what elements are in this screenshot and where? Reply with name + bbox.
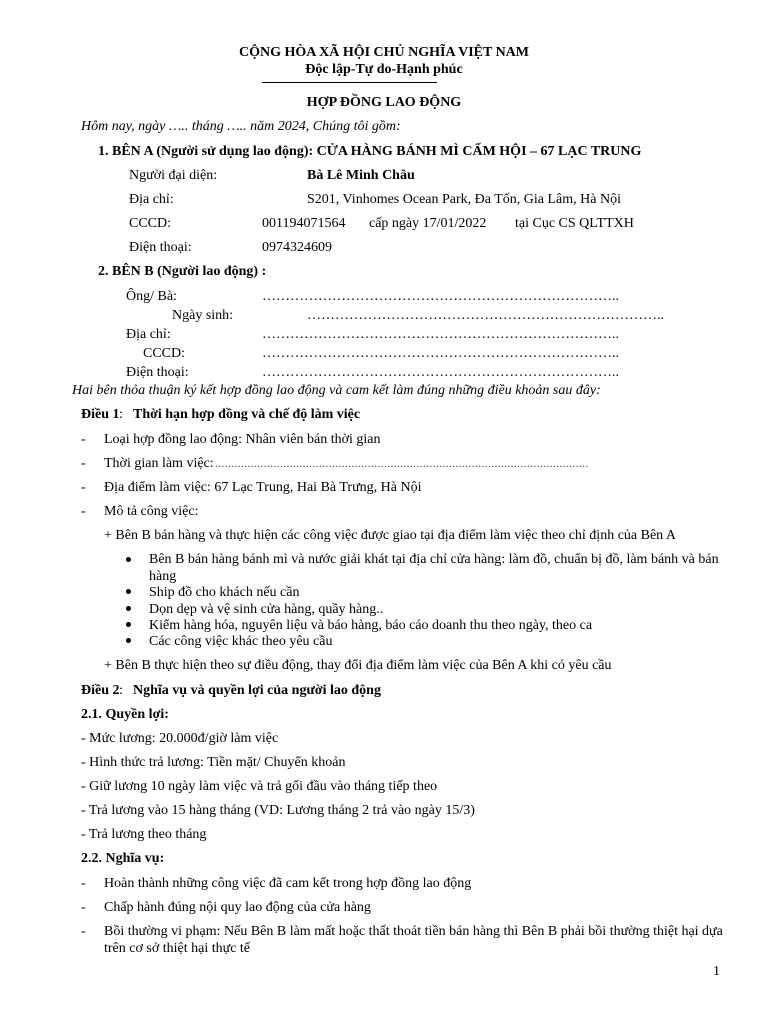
party-a-address-value: S201, Vinhomes Ocean Park, Đa Tốn, Gia Lâm, Hà Nội: [307, 192, 621, 207]
duty-item: Bồi thường vi phạm: Nếu Bên B làm mất hoặc thất thoát tiền bán hàng thì Bên B phải bồi thường thiệt hại dựa trên cơ sở thiệt hại thực tế: [104, 924, 723, 956]
work-time-blank[interactable]: ...................................................................................................................: [215, 458, 589, 470]
party-a-id-place: tại Cục CS QLTTXH: [515, 216, 634, 231]
rights-item: - Trả lương vào 15 hàng tháng (VD: Lương tháng 2 trả vào ngày 15/3): [81, 803, 475, 818]
title-divider: [262, 82, 437, 83]
party-a-phone-label: Điện thoại:: [129, 240, 192, 255]
party-a-address-label: Địa chỉ:: [129, 192, 174, 207]
bullet-icon: [126, 589, 131, 594]
duties-title: 2.2. Nghĩa vụ:: [81, 851, 165, 866]
article-1-title: Thời hạn hợp đồng và chế độ làm việc: [133, 407, 361, 422]
article-2-colon: :: [119, 683, 123, 698]
party-a-rep-value: Bà Lê Minh Châu: [307, 168, 415, 183]
party-b-id-label: CCCD:: [143, 346, 186, 361]
bullet-icon: [126, 557, 131, 562]
article-2-title: Nghĩa vụ và quyền lợi của người lao động: [133, 683, 381, 698]
dash-marker: -: [81, 924, 86, 939]
article-2-label: Điều 2: [81, 683, 120, 698]
rights-item: - Hình thức trả lương: Tiền mặt/ Chuyển khoản: [81, 755, 346, 770]
job-bullet-item: Bên B bán hàng bánh mì và nước giải khát tại địa chỉ cửa hàng: làm đồ, chuẩn bị đồ, làm bánh và bán hàng: [149, 552, 719, 584]
party-b-address-blank[interactable]: …………………………………………………………………..: [262, 327, 619, 342]
page-number: 1: [713, 964, 720, 979]
work-place: Địa điểm làm việc: 67 Lạc Trung, Hai Bà Trưng, Hà Nội: [104, 480, 422, 495]
party-b-phone-blank[interactable]: …………………………………………………………………..: [262, 365, 619, 380]
article-1-colon: :: [119, 407, 123, 422]
rights-item: - Giữ lương 10 ngày làm việc và trả gối đầu vào tháng tiếp theo: [81, 779, 438, 794]
party-a-heading: 1. BÊN A (Người sử dụng lao động): CỬA HÀNG BÁNH MÌ CẤM HỘI – 67 LẠC TRUNG: [98, 144, 642, 159]
dash-marker: -: [81, 504, 86, 519]
party-b-heading: 2. BÊN B (Người lao động) :: [98, 264, 267, 279]
duty-item: Chấp hành đúng nội quy lao động của cửa hàng: [104, 900, 371, 915]
dash-marker: -: [81, 432, 86, 447]
job-bullet-item: Các công việc khác theo yêu cầu: [149, 634, 333, 649]
contract-type: Loại hợp đồng lao động: Nhân viên bán thời gian: [104, 432, 381, 447]
rights-item: - Mức lương: 20.000đ/giờ làm việc: [81, 731, 279, 746]
dash-marker: -: [81, 480, 86, 495]
party-b-dob-blank[interactable]: …………………………………………………………………..: [307, 308, 664, 323]
rights-title: 2.1. Quyền lợi:: [81, 707, 169, 722]
party-b-phone-label: Điện thoại:: [126, 365, 189, 380]
party-b-dob-label: Ngày sinh:: [172, 308, 234, 323]
job-sub-item: + Bên B thực hiện theo sự điều động, thay đổi địa điểm làm việc của Bên A khi có yêu cầu: [104, 658, 612, 673]
document-title: HỢP ĐỒNG LAO ĐỘNG: [306, 95, 462, 110]
bullet-icon: [126, 606, 131, 611]
party-b-id-blank[interactable]: …………………………………………………………………..: [262, 346, 619, 361]
job-description-label: Mô tả công việc:: [104, 504, 199, 519]
bullet-icon: [126, 622, 131, 627]
nation-title: CỘNG HÒA XÃ HỘI CHỦ NGHĨA VIỆT NAM: [238, 45, 529, 60]
agreement-line: Hai bên thỏa thuận ký kết hợp đồng lao động và cam kết làm đúng những điều khoản sau đây:: [72, 383, 601, 398]
party-a-rep-label: Người đại diện:: [129, 168, 218, 183]
bullet-icon: [126, 638, 131, 643]
motto: Độc lập-Tự do-Hạnh phúc: [305, 62, 463, 77]
dash-marker: -: [81, 900, 86, 915]
dash-marker: -: [81, 876, 86, 891]
party-a-id-date: cấp ngày 17/01/2022: [369, 216, 487, 231]
job-sub-item: + Bên B bán hàng và thực hiện các công việc được giao tại địa điểm làm việc theo chỉ định của Bên A: [104, 528, 677, 543]
party-b-name-label: Ông/ Bà:: [126, 289, 177, 304]
party-a-id-value: 001194071564: [262, 216, 346, 231]
party-b-address-label: Địa chỉ:: [126, 327, 171, 342]
job-bullet-item: Ship đồ cho khách nếu cần: [149, 585, 300, 600]
dash-marker: -: [81, 456, 86, 471]
party-a-phone-value: 0974324609: [262, 240, 332, 255]
party-a-id-label: CCCD:: [129, 216, 172, 231]
party-b-name-blank[interactable]: …………………………………………………………………..: [262, 289, 619, 304]
job-bullet-item: Dọn dẹp và vệ sinh cửa hàng, quầy hàng..: [149, 602, 384, 617]
intro-line: Hôm nay, ngày ….. tháng ….. năm 2024, Chúng tôi gồm:: [81, 119, 401, 134]
job-bullet-item: Kiểm hàng hóa, nguyên liệu và báo hàng, báo cáo doanh thu theo ngày, theo ca: [149, 618, 593, 633]
work-time-label: Thời gian làm việc:: [104, 456, 214, 471]
article-1-label: Điều 1: [81, 407, 120, 422]
rights-item: - Trả lương theo tháng: [81, 827, 207, 842]
duty-item: Hoàn thành những công việc đã cam kết trong hợp đồng lao động: [104, 876, 472, 891]
